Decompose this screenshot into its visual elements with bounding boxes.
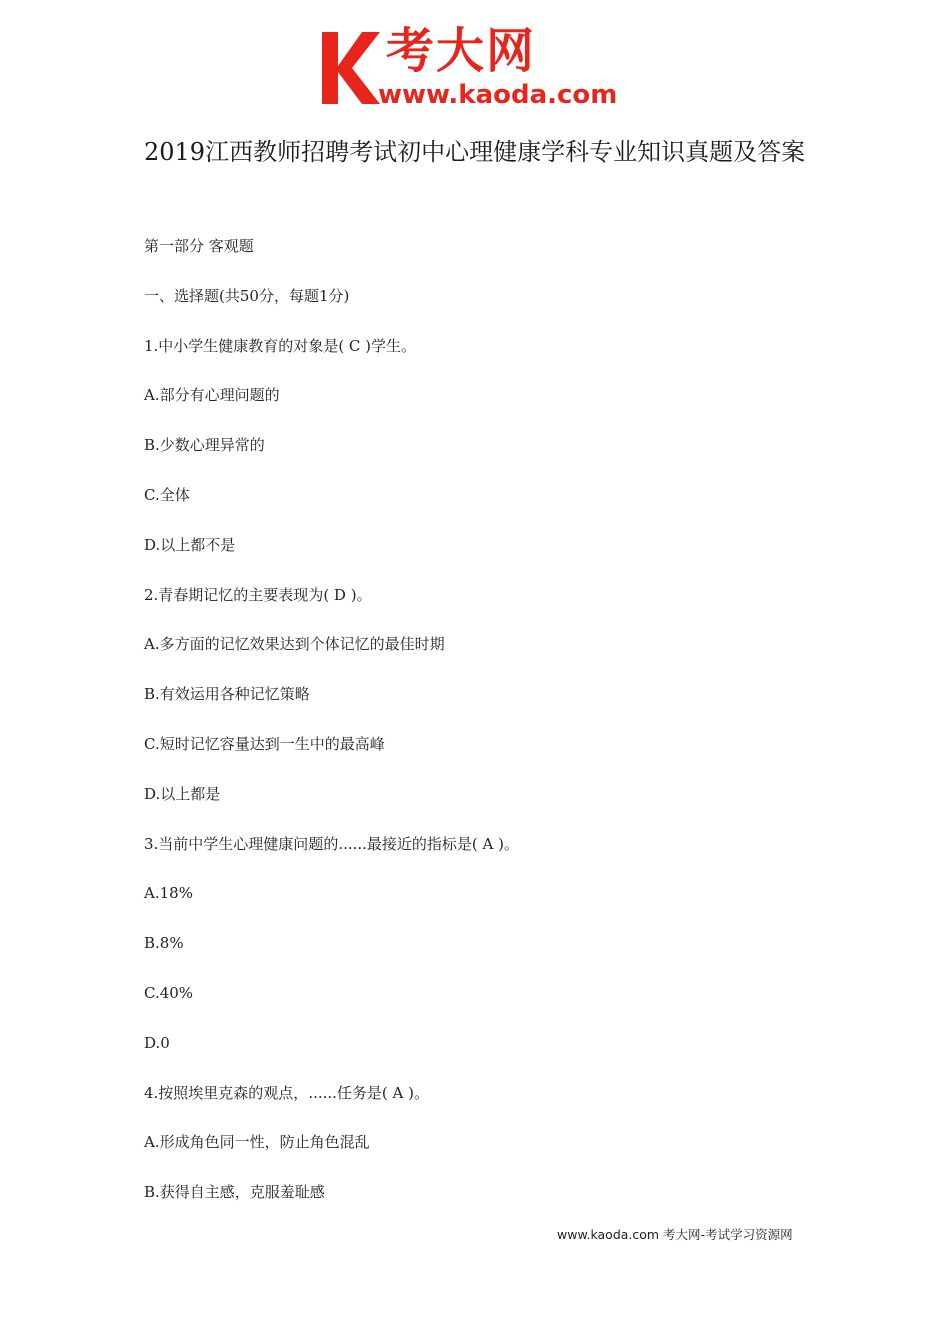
kaoda-k-logo-icon (318, 26, 384, 106)
question-4: 4.按照埃里克森的观点，......任务是( A )。 (144, 1083, 429, 1102)
option-4b: B.获得自主感，克服羞耻感 (144, 1183, 325, 1202)
kaoda-logo[interactable] (318, 22, 638, 114)
question-1: 1.中小学生健康教育的对象是( C )学生。 (144, 336, 417, 355)
option-1b: B.少数心理异常的 (144, 436, 265, 455)
document-title: 2019江西教师招聘考试初中心理健康学科专业知识真题及答案 (144, 138, 806, 166)
option-1a: A.部分有心理问题的 (144, 386, 280, 405)
option-1c: C.全体 (144, 485, 190, 504)
logo-site-name: 考大网 (386, 23, 537, 79)
question-3: 3.当前中学生心理健康问题的......最接近的指标是( A )。 (144, 834, 519, 853)
option-3a: A.18% (144, 884, 193, 903)
page-footer: www.kaoda.com 考大网-考试学习资源网 (557, 1227, 793, 1242)
option-2d: D.以上都是 (144, 784, 221, 803)
option-3b: B.8% (144, 934, 184, 953)
option-3d: D.0 (144, 1033, 170, 1052)
option-2b: B.有效运用各种记忆策略 (144, 685, 310, 704)
question-type-heading: 一、选择题(共50分，每题1分) (144, 286, 350, 305)
option-2c: C.短时记忆容量达到一生中的最高峰 (144, 734, 385, 753)
logo-url: www.kaoda.com (378, 80, 618, 110)
option-1d: D.以上都不是 (144, 535, 236, 554)
section-heading: 第一部分 客观题 (144, 237, 254, 255)
option-2a: A.多方面的记忆效果达到个体记忆的最佳时期 (144, 635, 445, 654)
document-body (144, 222, 824, 1218)
option-3c: C.40% (144, 983, 194, 1002)
option-4a: A.形成角色同一性，防止角色混乱 (144, 1133, 370, 1152)
question-2: 2.青春期记忆的主要表现为( D )。 (144, 585, 372, 604)
